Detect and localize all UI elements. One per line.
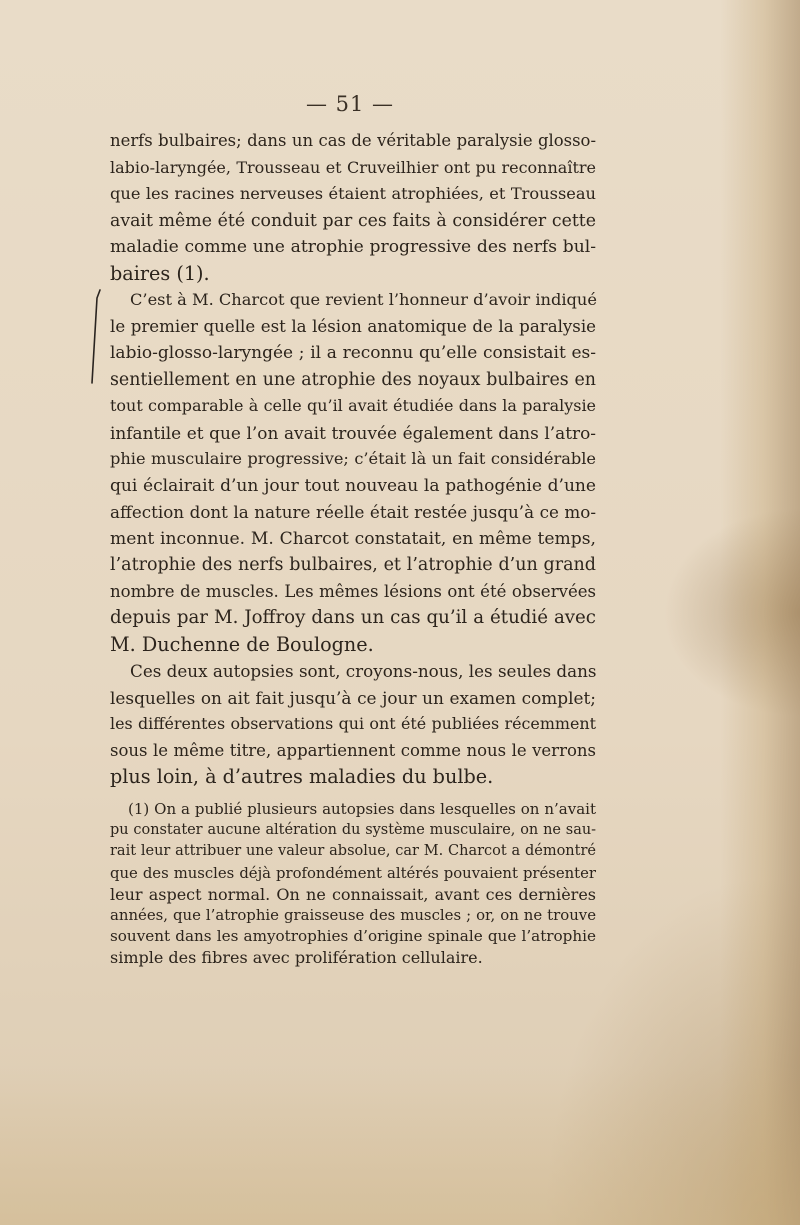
text-line: le premier quelle est la lésion anatomique de la paralysie [110,316,596,336]
text-line: nerfs bulbaires; dans un cas de véritable paralysie glosso- [110,131,596,150]
text-line: que les racines nerveuses étaient atrophiées, et Trousseau [110,184,596,203]
text-line: baires (1). [110,261,210,285]
text-line: qui éclairait d’un jour tout nouveau la pathogénie d’une [110,475,596,496]
text-line: Ces deux autopsies sont, croyons-nous, les seules dans [130,661,597,681]
text-line: nombre de muscles. Les mêmes lésions ont été observées [110,581,596,601]
footnote-line: simple des fibres avec prolifération cellulaire. [110,948,483,968]
footnote-line: souvent dans les amyotrophies d’origine spinale que l’atrophie [110,927,596,946]
paragraph-2 [110,287,596,658]
footnote-line: pu constater aucune altération du système musculaire, on ne sau- [110,822,596,839]
footnote-line: années, que l’atrophie graisseuse des muscles ; or, on ne trouve [110,906,596,925]
text-line: plus loin, à d’autres maladies du bulbe. [110,765,494,788]
text-line: lesquelles on ait fait jusqu’à ce jour un examen complet; [110,687,596,708]
text-line: labio-glosso-laryngée ; il a reconnu qu’elle consistait es- [110,343,596,363]
text-line: tout comparable à celle qu’il avait étudiée dans la paralysie [110,396,596,415]
footnote-line: leur aspect normal. On ne connaissait, avant ces dernières [110,884,596,904]
text-line: maladie comme une atrophie progressive des nerfs bul- [110,237,596,257]
text-line: infantile et que l’on avait trouvée également dans l’atro- [110,422,596,443]
text-line: affection dont la nature réelle était restée jusqu’à ce mo- [110,502,596,522]
text-line: labio-laryngée, Trousseau et Cruveilhier ont pu reconnaître [110,157,596,177]
footnote-line: rait leur attribuer une valeur absolue, car M. Charcot a démontré [110,843,596,860]
page-edge-stain-bottom [0,1065,800,1225]
text-line: M. Duchenne de Boulogne. [110,632,374,656]
text-line: ment inconnue. M. Charcot constatait, en même temps, [110,528,596,549]
footnote-line: que des muscles déjà profondément altérés pouvaient présenter [110,864,596,882]
footnote [110,799,596,969]
page-edge-stain-right [720,0,800,1225]
margin-pencil-mark [88,288,102,388]
text-line: phie musculaire progressive; c’était là un fait considérable [110,449,596,468]
text-line: depuis par M. Joffroy dans un cas qu’il a étudié avec [110,607,596,628]
text-line: C’est à M. Charcot que revient l’honneur d’avoir indiqué [130,290,597,309]
page-number: — 51 — [305,92,395,116]
text-line: l’atrophie des nerfs bulbaires, et l’atrophie d’un grand [110,555,596,575]
text-line: sentiellement en une atrophie des noyaux bulbaires en [110,369,596,390]
text-line: sous le même titre, appartiennent comme nous le verrons [110,740,596,760]
text-line: avait même été conduit par ces faits à considérer cette [110,210,596,231]
text-line: les différentes observations qui ont été publiées récemment [110,714,596,733]
main-text [110,128,596,791]
paragraph-3 [110,658,596,791]
footnote-line: (1) On a publié plusieurs autopsies dans lesquelles on n’avait [128,800,596,818]
paragraph-1 [110,128,596,287]
